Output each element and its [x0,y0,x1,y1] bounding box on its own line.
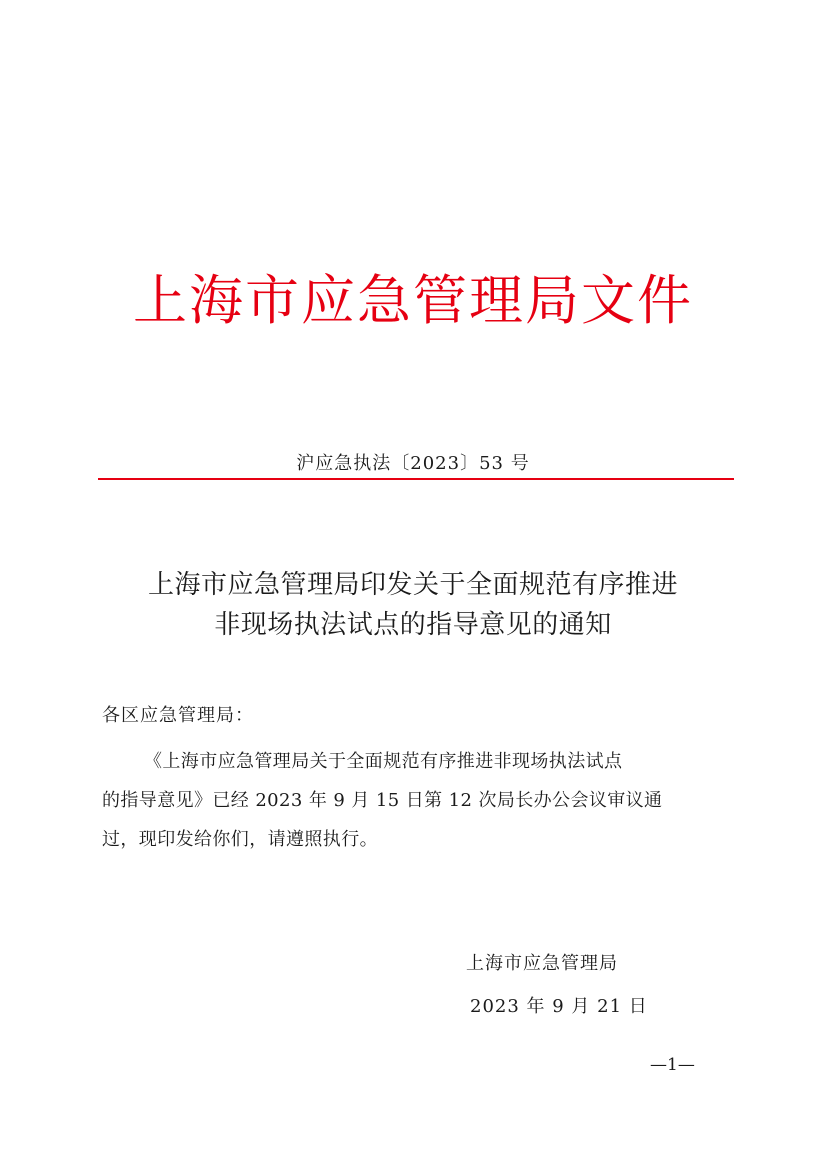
body-line-1: 《上海市应急管理局关于全面规范有序推进非现场执法试点 [144,751,623,772]
body-paragraph [102,742,724,859]
document-number: 沪应急执法〔2023〕53 号 [296,453,530,474]
salutation: 各区应急管理局： [102,705,254,726]
document-title-line-2: 非现场执法试点的指导意见的通知 [214,610,612,640]
document-title [0,565,826,645]
page-number: —1— [650,1055,695,1075]
document-title-line-1: 上海市应急管理局印发关于全面规范有序推进 [147,570,678,600]
body-line-2: 的指导意见》已经 2023 年 9 月 15 日第 12 次局长办公会议审议通 [102,790,663,811]
issue-date: 2023 年 9 月 21 日 [470,996,648,1017]
body-line-3: 过，现印发给你们，请遵照执行。 [102,829,378,850]
red-divider-line [98,478,734,480]
masthead-title: 上海市应急管理局文件 [133,269,693,332]
issuing-authority: 上海市应急管理局 [466,953,618,974]
